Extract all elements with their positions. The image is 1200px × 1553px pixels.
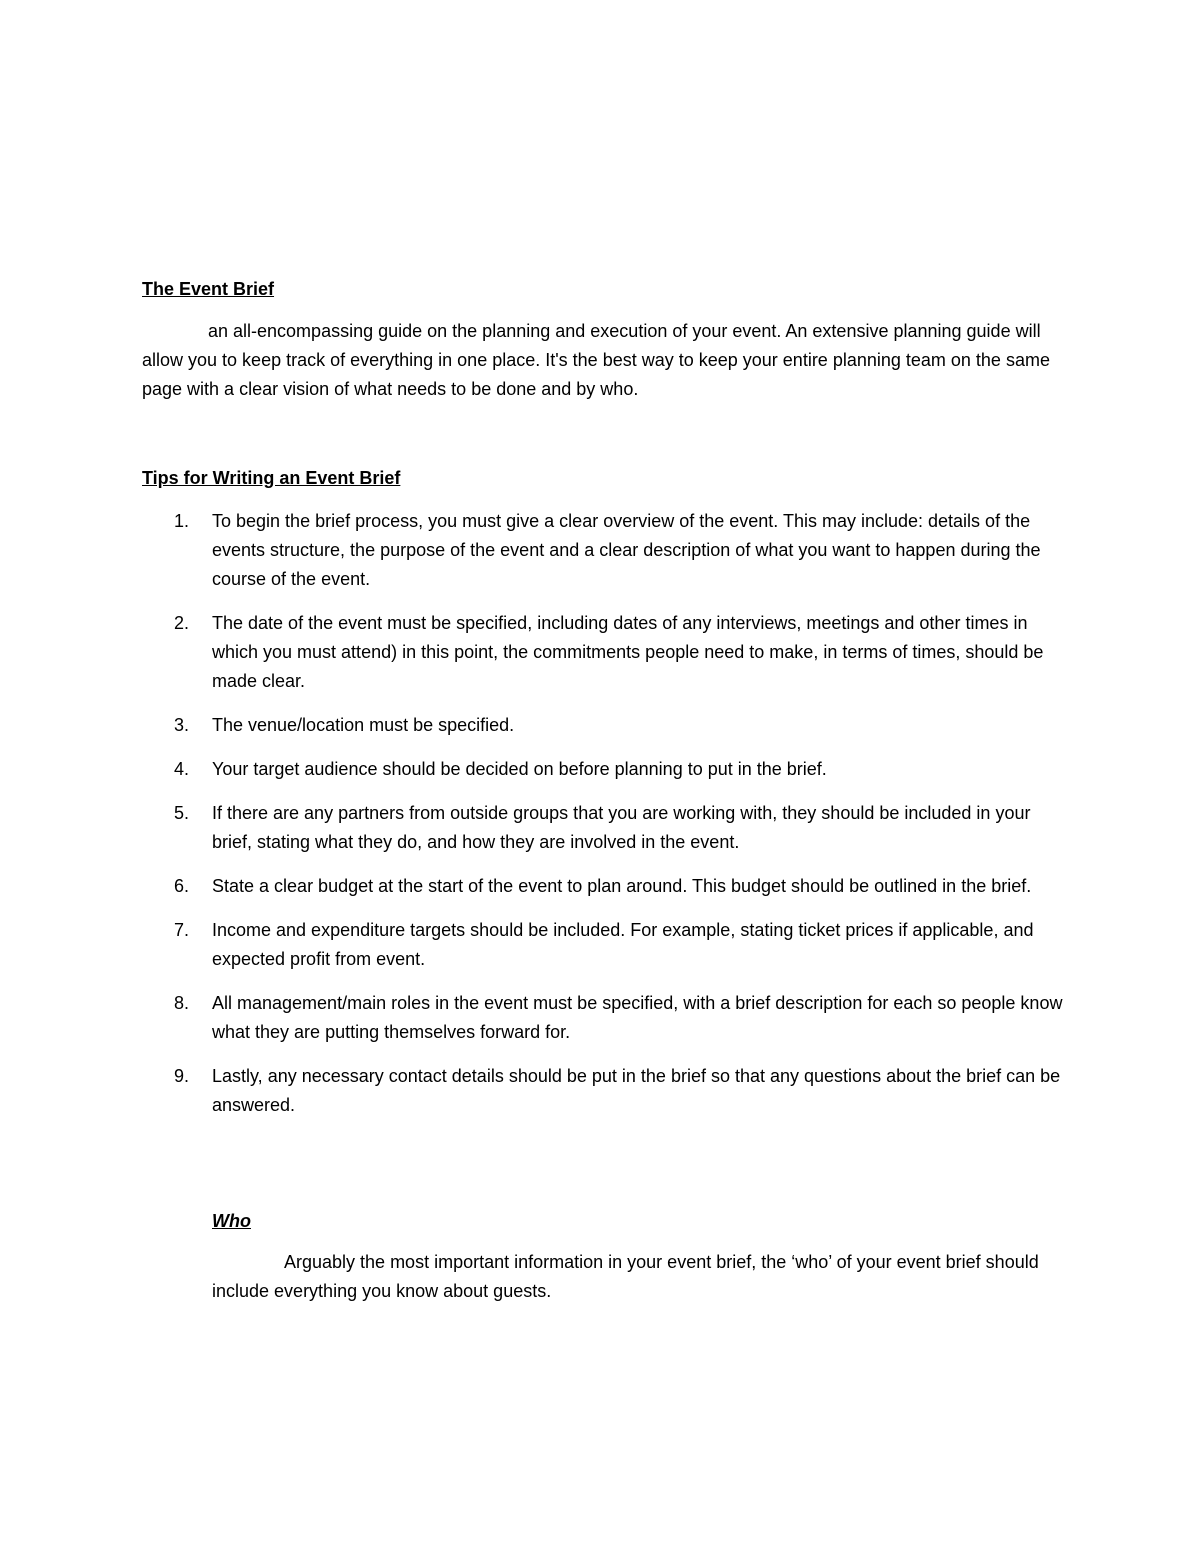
list-item xyxy=(142,916,1072,974)
tips-list xyxy=(142,507,1072,1135)
list-item-text: The date of the event must be specified, including dates of any interviews, meetings and other times in which you must attend) in this point, the commitments people need to make, in terms of times, should be made clear. xyxy=(212,613,1044,691)
list-item xyxy=(142,1062,1072,1120)
list-item xyxy=(142,609,1072,696)
list-item-text: If there are any partners from outside groups that you are working with, they should be included in your brief, stating what they do, and how they are involved in the event. xyxy=(212,803,1031,852)
list-item-text: Lastly, any necessary contact details should be put in the brief so that any questions about the brief can be answered. xyxy=(212,1066,1061,1115)
list-item xyxy=(142,755,1072,784)
list-item-text: All management/main roles in the event must be specified, with a brief description for each so people know what they are putting themselves forward for. xyxy=(212,993,1063,1042)
list-number: 4. xyxy=(174,759,190,779)
list-item xyxy=(142,799,1072,857)
list-number: 1. xyxy=(174,511,190,531)
list-item-text: Your target audience should be decided on before planning to put in the brief. xyxy=(212,759,827,779)
list-item xyxy=(142,989,1072,1047)
list-number: 6. xyxy=(174,876,190,896)
list-number: 5. xyxy=(174,803,190,823)
list-item xyxy=(142,711,1072,740)
heading-tips: Tips for Writing an Event Brief xyxy=(142,468,401,488)
heading-who: Who xyxy=(212,1211,251,1231)
list-number: 2. xyxy=(174,613,190,633)
list-number: 8. xyxy=(174,993,190,1013)
list-item-text: To begin the brief process, you must give a clear overview of the event. This may include: details of the events structure, the purpose of the event and a clear description of what you want to happen during the course of the event. xyxy=(212,511,1041,589)
who-paragraph: Arguably the most important information in your event brief, the ‘who’ of your event brief should include everything you know about guests. xyxy=(212,1252,1039,1301)
list-item-text: Income and expenditure targets should be included. For example, stating ticket prices if applicable, and expected profit from event. xyxy=(212,920,1034,969)
list-number: 3. xyxy=(174,715,190,735)
list-number: 7. xyxy=(174,920,190,940)
list-number: 9. xyxy=(174,1066,190,1086)
list-item xyxy=(142,872,1072,901)
list-item-text: State a clear budget at the start of the event to plan around. This budget should be outlined in the brief. xyxy=(212,876,1032,896)
list-item xyxy=(142,507,1072,594)
heading-event-brief: The Event Brief xyxy=(142,279,275,299)
list-item-text: The venue/location must be specified. xyxy=(212,715,515,735)
intro-paragraph: an all-encompassing guide on the planning and execution of your event. An extensive planning guide will allow you to keep track of everything in one place. It's the best way to keep your entire planning team on the same page with a clear vision of what needs to be done and by who. xyxy=(142,321,1050,399)
